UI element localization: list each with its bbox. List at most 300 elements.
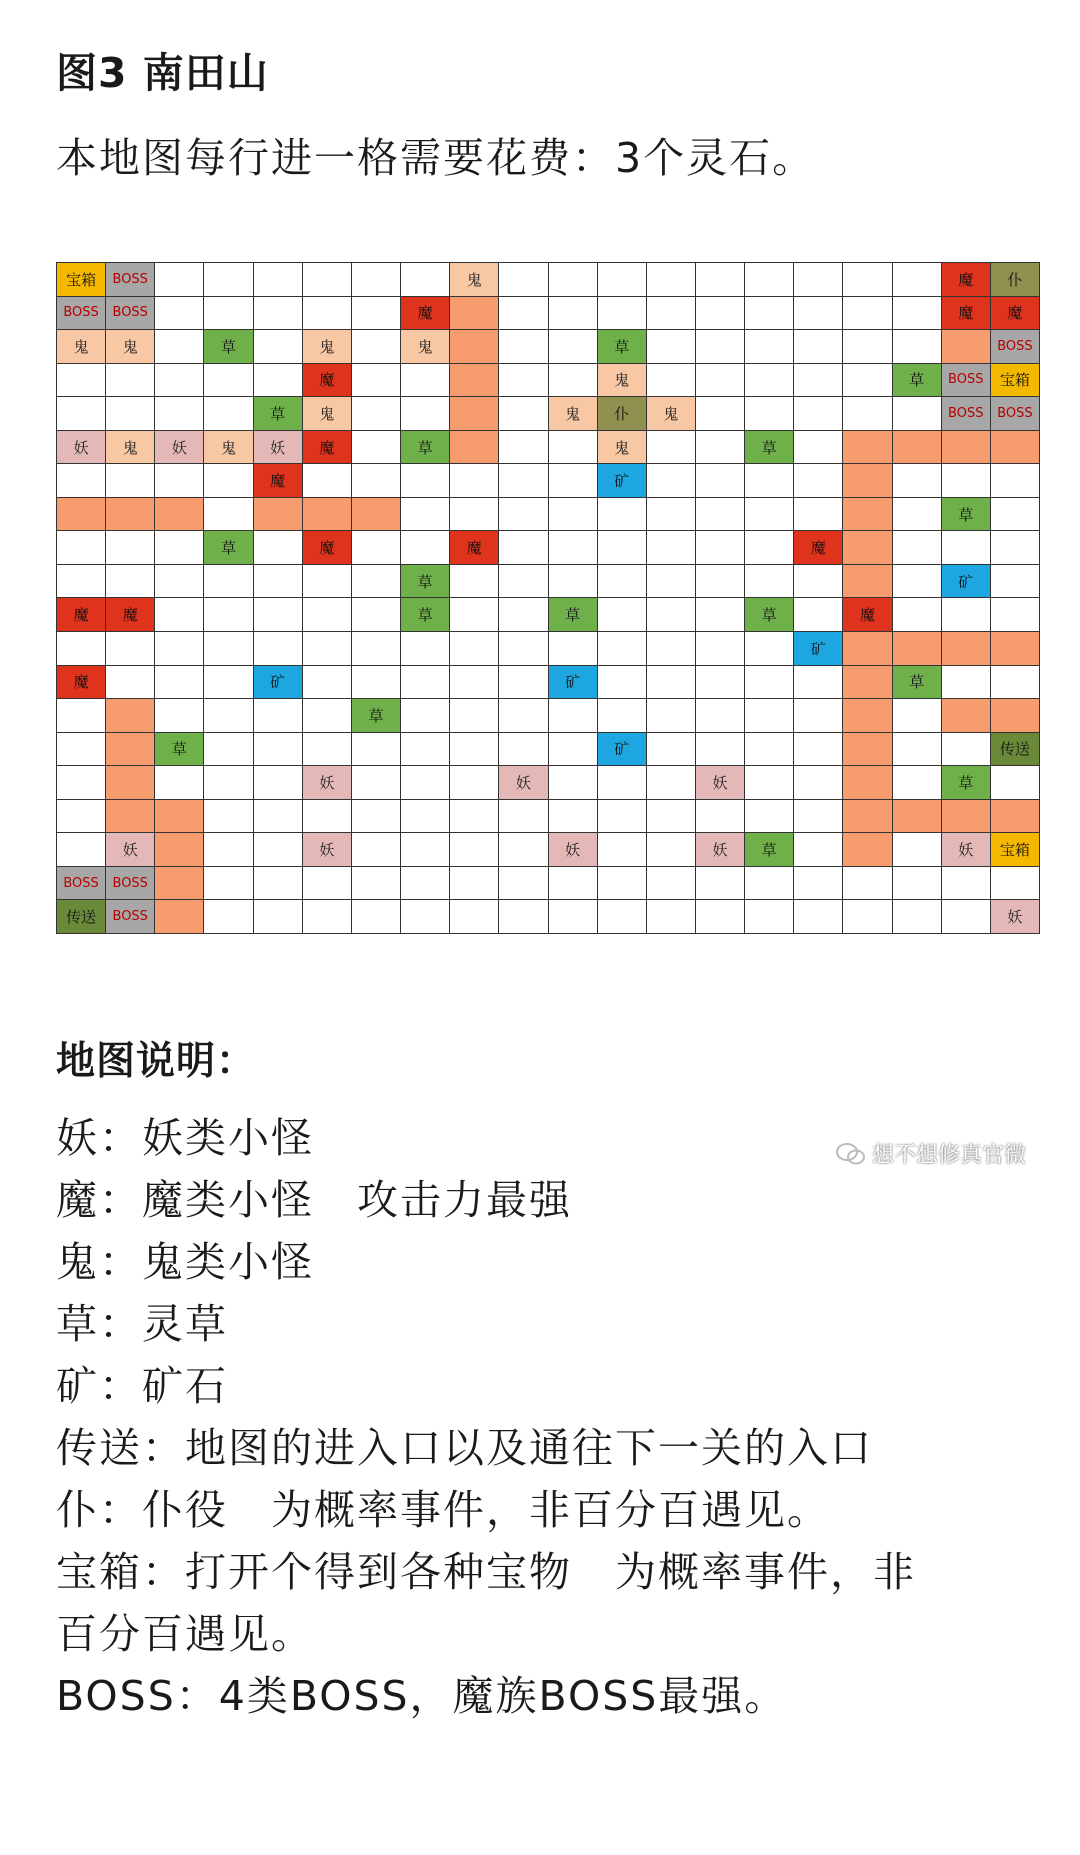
map-cell-mo: 魔 <box>450 531 499 565</box>
map-cell-kuang: 矿 <box>942 565 991 599</box>
map-cell-gui: 鬼 <box>303 397 352 431</box>
map-cell-yao: 妖 <box>303 766 352 800</box>
map-cell-empty <box>843 297 892 331</box>
map-cell-empty <box>745 632 794 666</box>
map-cell-empty <box>893 397 942 431</box>
map-cell-empty <box>450 833 499 867</box>
map-cell-empty <box>696 464 745 498</box>
map-cell-empty <box>843 397 892 431</box>
map-cell-empty <box>647 833 696 867</box>
map-cell-empty <box>155 766 204 800</box>
map-cell-empty <box>303 666 352 700</box>
map-cell-kuang: 矿 <box>254 666 303 700</box>
map-cell-empty <box>942 733 991 767</box>
map-cell-empty <box>647 531 696 565</box>
map-cell-mo: 魔 <box>254 464 303 498</box>
map-cell-boss: BOSS <box>942 364 991 398</box>
map-cell-boss: BOSS <box>991 330 1040 364</box>
map-cell-path <box>893 431 942 465</box>
map-cell-cao: 草 <box>352 699 401 733</box>
map-cell-empty <box>893 699 942 733</box>
map-cell-path <box>991 800 1040 834</box>
legend-line-box-cont: 百分百遇见。 <box>56 1610 314 1658</box>
map-cell-empty <box>352 397 401 431</box>
map-cell-empty <box>401 632 450 666</box>
map-cell-empty <box>745 531 794 565</box>
map-cell-cao: 草 <box>549 598 598 632</box>
map-cell-empty <box>204 498 253 532</box>
map-cell-empty <box>549 464 598 498</box>
map-cell-empty <box>57 464 106 498</box>
map-cell-empty <box>401 666 450 700</box>
map-cell-cao: 草 <box>204 330 253 364</box>
map-cell-empty <box>401 867 450 901</box>
map-cell-empty <box>745 330 794 364</box>
map-cell-path <box>942 431 991 465</box>
map-cell-empty <box>155 297 204 331</box>
map-cell-mo: 魔 <box>942 297 991 331</box>
map-cell-empty <box>254 531 303 565</box>
map-cell-empty <box>549 800 598 834</box>
map-cell-empty <box>352 867 401 901</box>
map-cell-path <box>843 666 892 700</box>
map-cell-cao: 草 <box>598 330 647 364</box>
map-cell-empty <box>254 632 303 666</box>
map-cell-empty <box>401 833 450 867</box>
map-cell-empty <box>57 833 106 867</box>
map-cell-empty <box>352 900 401 934</box>
map-cell-empty <box>745 263 794 297</box>
map-cell-empty <box>647 431 696 465</box>
map-cell-gui: 鬼 <box>647 397 696 431</box>
map-cell-empty <box>696 800 745 834</box>
map-cell-gui: 鬼 <box>549 397 598 431</box>
map-cell-empty <box>204 297 253 331</box>
map-cell-empty <box>106 666 155 700</box>
map-cell-path <box>106 699 155 733</box>
map-cell-path <box>106 498 155 532</box>
map-cell-empty <box>893 297 942 331</box>
map-cell-empty <box>106 397 155 431</box>
map-cell-yao: 妖 <box>696 833 745 867</box>
map-cell-cao: 草 <box>745 431 794 465</box>
map-cell-path <box>843 800 892 834</box>
map-cell-empty <box>794 498 843 532</box>
map-cell-empty <box>647 699 696 733</box>
map-cell-empty <box>155 699 204 733</box>
map-cell-empty <box>499 464 548 498</box>
map-cell-empty <box>893 900 942 934</box>
map-cell-empty <box>942 666 991 700</box>
legend-line-boss: BOSS：4类BOSS，魔族BOSS最强。 <box>56 1672 788 1720</box>
map-cell-empty <box>303 900 352 934</box>
map-cell-path <box>991 431 1040 465</box>
map-cell-empty <box>696 632 745 666</box>
map-cell-empty <box>499 598 548 632</box>
map-cell-empty <box>893 867 942 901</box>
map-cell-mo: 魔 <box>303 364 352 398</box>
map-cell-empty <box>352 464 401 498</box>
map-cell-empty <box>499 833 548 867</box>
map-cell-empty <box>303 598 352 632</box>
map-cell-empty <box>696 330 745 364</box>
map-cell-empty <box>450 867 499 901</box>
map-cell-empty <box>499 867 548 901</box>
map-cell-empty <box>843 263 892 297</box>
map-cell-empty <box>598 531 647 565</box>
map-cell-empty <box>794 900 843 934</box>
map-cell-empty <box>254 800 303 834</box>
map-cell-empty <box>204 733 253 767</box>
map-cell-empty <box>893 733 942 767</box>
map-cell-empty <box>794 364 843 398</box>
map-cell-empty <box>794 431 843 465</box>
map-cell-empty <box>991 598 1040 632</box>
map-cell-empty <box>57 766 106 800</box>
legend-line-teleport: 传送：地图的进入口以及通往下一关的入口 <box>56 1424 873 1472</box>
map-cell-yao: 妖 <box>499 766 548 800</box>
map-cell-empty <box>942 867 991 901</box>
map-cell-path <box>155 833 204 867</box>
map-cell-empty <box>991 766 1040 800</box>
map-cell-empty <box>696 867 745 901</box>
map-cell-empty <box>155 464 204 498</box>
map-cell-empty <box>794 699 843 733</box>
map-cell-mo: 魔 <box>57 666 106 700</box>
map-cell-empty <box>155 666 204 700</box>
map-cell-empty <box>303 297 352 331</box>
map-cell-empty <box>893 766 942 800</box>
map-cell-empty <box>204 464 253 498</box>
map-cell-empty <box>106 632 155 666</box>
map-cell-yao: 妖 <box>991 900 1040 934</box>
map-cell-empty <box>450 498 499 532</box>
map-cell-empty <box>155 330 204 364</box>
map-cell-empty <box>401 498 450 532</box>
map-cell-empty <box>499 800 548 834</box>
map-cell-empty <box>745 867 794 901</box>
map-cell-empty <box>254 598 303 632</box>
map-cell-empty <box>499 666 548 700</box>
map-cell-empty <box>499 364 548 398</box>
map-cell-empty <box>598 498 647 532</box>
map-cell-empty <box>745 766 794 800</box>
map-cell-treasure-box: 宝箱 <box>991 833 1040 867</box>
map-cell-empty <box>598 699 647 733</box>
map-cell-boss: BOSS <box>106 900 155 934</box>
map-cell-teleport: 传送 <box>57 900 106 934</box>
map-cell-mo: 魔 <box>303 531 352 565</box>
map-cell-empty <box>647 733 696 767</box>
map-cell-empty <box>106 531 155 565</box>
map-cell-path <box>893 632 942 666</box>
map-cell-empty <box>303 733 352 767</box>
map-cell-empty <box>352 364 401 398</box>
map-cell-kuang: 矿 <box>598 733 647 767</box>
map-cell-empty <box>696 498 745 532</box>
map-cell-empty <box>450 464 499 498</box>
map-cell-empty <box>647 766 696 800</box>
map-cell-path <box>450 397 499 431</box>
map-cell-empty <box>745 297 794 331</box>
map-cell-empty <box>450 766 499 800</box>
map-cell-empty <box>647 464 696 498</box>
map-cell-path <box>352 498 401 532</box>
map-cell-empty <box>303 699 352 733</box>
map-cell-empty <box>745 397 794 431</box>
map-cell-empty <box>647 330 696 364</box>
map-cell-empty <box>254 733 303 767</box>
map-cell-path <box>450 297 499 331</box>
map-cell-empty <box>303 464 352 498</box>
map-cell-kuang: 矿 <box>598 464 647 498</box>
map-cell-empty <box>991 531 1040 565</box>
map-cell-empty <box>204 666 253 700</box>
map-cell-empty <box>745 464 794 498</box>
map-cell-kuang: 矿 <box>794 632 843 666</box>
map-cell-empty <box>893 263 942 297</box>
map-cell-empty <box>942 464 991 498</box>
map-cell-empty <box>794 666 843 700</box>
map-cell-empty <box>106 464 155 498</box>
map-cell-empty <box>155 632 204 666</box>
legend-line-cao: 草：灵草 <box>56 1300 228 1348</box>
map-cell-cao: 草 <box>204 531 253 565</box>
map-cell-pu: 仆 <box>598 397 647 431</box>
map-cell-empty <box>352 297 401 331</box>
map-cell-empty <box>794 598 843 632</box>
map-cell-empty <box>401 464 450 498</box>
map-cell-empty <box>499 263 548 297</box>
map-cell-empty <box>991 565 1040 599</box>
map-cell-cao: 草 <box>155 733 204 767</box>
map-cell-empty <box>893 498 942 532</box>
map-cell-cao: 草 <box>745 833 794 867</box>
map-cell-empty <box>647 867 696 901</box>
map-cell-empty <box>598 833 647 867</box>
map-cell-empty <box>696 565 745 599</box>
map-cell-treasure-box: 宝箱 <box>991 364 1040 398</box>
map-cell-boss: BOSS <box>942 397 991 431</box>
map-cell-empty <box>647 666 696 700</box>
map-cell-path <box>303 498 352 532</box>
map-cell-path <box>106 800 155 834</box>
map-cell-path <box>155 498 204 532</box>
map-cell-empty <box>303 263 352 297</box>
map-cell-empty <box>57 800 106 834</box>
map-cell-path <box>893 800 942 834</box>
map-cell-empty <box>352 666 401 700</box>
map-cell-path <box>843 531 892 565</box>
map-cell-empty <box>401 733 450 767</box>
map-cell-empty <box>254 900 303 934</box>
map-cell-empty <box>549 431 598 465</box>
map-cell-gui: 鬼 <box>303 330 352 364</box>
map-cell-empty <box>352 330 401 364</box>
map-cell-empty <box>745 699 794 733</box>
map-cell-empty <box>499 565 548 599</box>
map-cell-empty <box>303 867 352 901</box>
map-cell-empty <box>204 766 253 800</box>
map-cell-empty <box>57 699 106 733</box>
map-cell-empty <box>893 531 942 565</box>
map-cell-empty <box>155 565 204 599</box>
map-cell-empty <box>843 900 892 934</box>
map-cell-path <box>843 498 892 532</box>
map-cell-empty <box>401 397 450 431</box>
map-cell-empty <box>794 565 843 599</box>
map-cell-empty <box>499 431 548 465</box>
legend-line-yao: 妖：妖类小怪 <box>56 1114 314 1162</box>
map-cell-empty <box>254 263 303 297</box>
map-cell-mo: 魔 <box>843 598 892 632</box>
map-cell-path <box>991 632 1040 666</box>
map-cell-path <box>843 833 892 867</box>
map-cell-empty <box>254 364 303 398</box>
map-cell-empty <box>794 297 843 331</box>
map-cell-empty <box>647 565 696 599</box>
map-cell-yao: 妖 <box>155 431 204 465</box>
map-cell-path <box>942 632 991 666</box>
map-cell-empty <box>745 666 794 700</box>
map-cell-empty <box>499 498 548 532</box>
map-cell-empty <box>352 565 401 599</box>
map-cell-empty <box>106 565 155 599</box>
map-cell-empty <box>696 431 745 465</box>
map-cell-empty <box>598 666 647 700</box>
map-cell-cao: 草 <box>745 598 794 632</box>
map-cell-empty <box>549 263 598 297</box>
map-cell-empty <box>155 263 204 297</box>
map-cell-mo: 魔 <box>942 263 991 297</box>
map-cell-empty <box>401 900 450 934</box>
map-cell-path <box>843 431 892 465</box>
watermark-text: 想不想修真官微 <box>872 1143 1027 1168</box>
map-cell-empty <box>745 364 794 398</box>
map-cell-empty <box>893 330 942 364</box>
map-cell-mo: 魔 <box>57 598 106 632</box>
map-cell-empty <box>598 766 647 800</box>
map-cell-gui: 鬼 <box>450 263 499 297</box>
map-cell-boss: BOSS <box>57 867 106 901</box>
map-cell-gui: 鬼 <box>598 364 647 398</box>
map-cell-empty <box>57 733 106 767</box>
map-cell-empty <box>647 263 696 297</box>
map-cell-empty <box>598 263 647 297</box>
map-cell-empty <box>254 297 303 331</box>
map-cell-cao: 草 <box>942 766 991 800</box>
map-cell-mo: 魔 <box>401 297 450 331</box>
map-cell-gui: 鬼 <box>106 330 155 364</box>
map-cell-empty <box>450 900 499 934</box>
map-cell-empty <box>942 900 991 934</box>
map-cell-boss: BOSS <box>106 867 155 901</box>
map-cell-empty <box>647 800 696 834</box>
map-cell-empty <box>893 464 942 498</box>
map-cell-empty <box>352 766 401 800</box>
legend-line-gui: 鬼：鬼类小怪 <box>56 1238 314 1286</box>
map-cell-empty <box>204 867 253 901</box>
map-cell-empty <box>401 800 450 834</box>
map-cell-empty <box>499 297 548 331</box>
map-cell-empty <box>499 733 548 767</box>
map-cell-empty <box>696 699 745 733</box>
map-cell-path <box>843 733 892 767</box>
map-cell-yao: 妖 <box>57 431 106 465</box>
map-cell-path <box>450 431 499 465</box>
map-cell-empty <box>745 733 794 767</box>
legend-title: 地图说明： <box>56 1039 257 1084</box>
map-cell-yao: 妖 <box>254 431 303 465</box>
map-cell-empty <box>598 800 647 834</box>
map-cell-empty <box>794 867 843 901</box>
map-cell-mo: 魔 <box>106 598 155 632</box>
map-cell-empty <box>647 498 696 532</box>
map-cell-empty <box>696 531 745 565</box>
map-cell-cao: 草 <box>401 565 450 599</box>
map-cell-empty <box>352 431 401 465</box>
map-cell-empty <box>696 297 745 331</box>
map-cell-empty <box>352 598 401 632</box>
map-cell-empty <box>450 598 499 632</box>
map-grid <box>56 262 1040 934</box>
map-cell-path <box>450 364 499 398</box>
map-cell-empty <box>598 565 647 599</box>
map-cell-empty <box>549 900 598 934</box>
map-cell-cao: 草 <box>893 364 942 398</box>
map-cell-empty <box>647 598 696 632</box>
map-cell-empty <box>303 632 352 666</box>
map-cell-empty <box>155 598 204 632</box>
map-cell-gui: 鬼 <box>598 431 647 465</box>
map-cell-empty <box>696 666 745 700</box>
map-cell-empty <box>598 867 647 901</box>
legend-line-pu: 仆：仆役 为概率事件，非百分百遇见。 <box>56 1486 830 1534</box>
map-cell-empty <box>352 263 401 297</box>
map-cell-gui: 鬼 <box>57 330 106 364</box>
map-cell-empty <box>893 598 942 632</box>
map-cell-empty <box>303 565 352 599</box>
map-cell-empty <box>794 766 843 800</box>
map-cell-empty <box>696 598 745 632</box>
map-cell-path <box>155 800 204 834</box>
map-cell-empty <box>745 565 794 599</box>
map-cell-pu: 仆 <box>991 263 1040 297</box>
map-cost-note: 本地图每行进一格需要花费：3个灵石。 <box>56 134 816 182</box>
map-cell-boss: BOSS <box>106 263 155 297</box>
map-cell-path <box>843 699 892 733</box>
map-cell-empty <box>745 900 794 934</box>
map-cell-cao: 草 <box>401 598 450 632</box>
map-cell-path <box>843 464 892 498</box>
map-cell-empty <box>499 699 548 733</box>
map-cell-empty <box>647 364 696 398</box>
map-cell-empty <box>352 833 401 867</box>
map-cell-empty <box>991 498 1040 532</box>
map-cell-empty <box>254 833 303 867</box>
legend-line-box: 宝箱：打开个得到各种宝物 为概率事件，非 <box>56 1548 916 1596</box>
map-cell-empty <box>155 397 204 431</box>
map-cell-empty <box>499 531 548 565</box>
map-cell-empty <box>549 531 598 565</box>
map-cell-empty <box>549 733 598 767</box>
map-cell-empty <box>549 364 598 398</box>
map-cell-empty <box>254 766 303 800</box>
map-cell-path <box>942 800 991 834</box>
map-cell-empty <box>549 498 598 532</box>
map-cell-empty <box>450 733 499 767</box>
map-cell-path <box>843 766 892 800</box>
